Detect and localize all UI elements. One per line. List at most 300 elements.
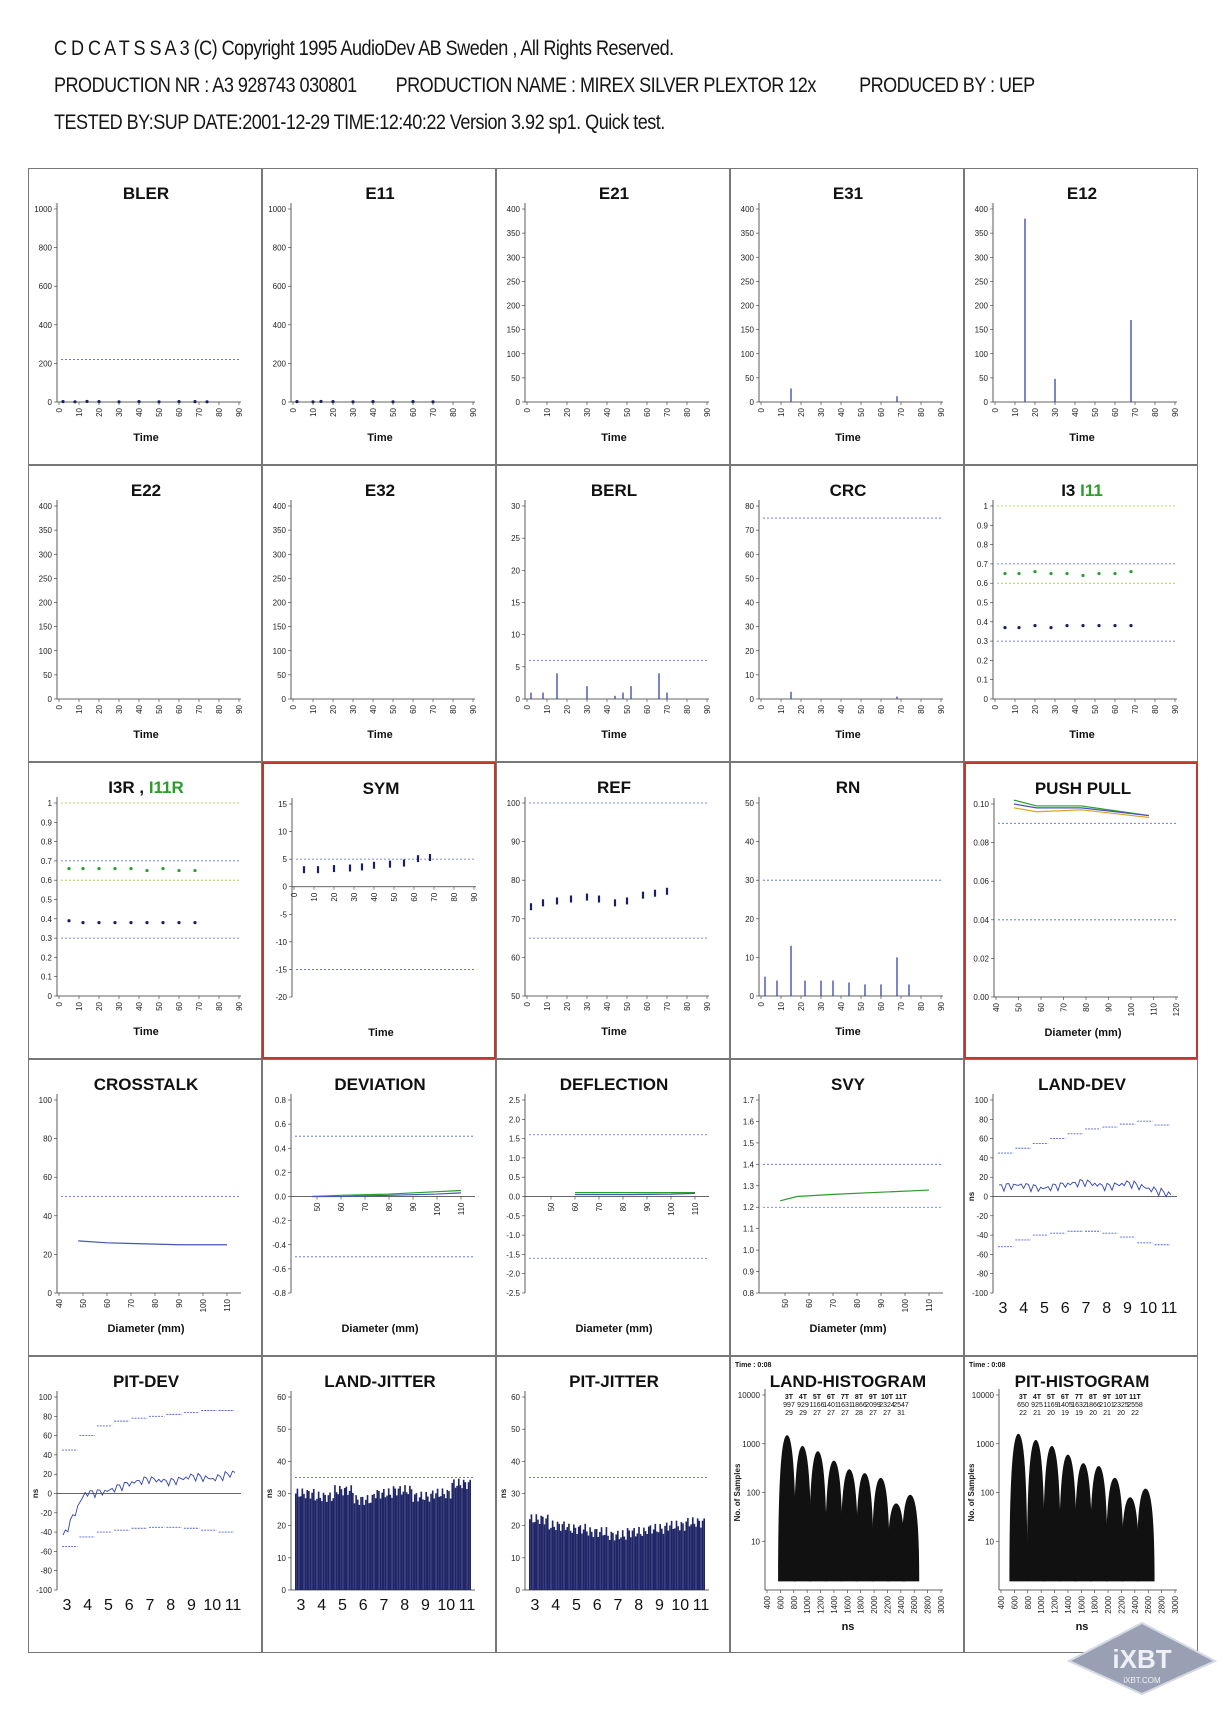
y-tick-label: -20: [976, 1211, 988, 1221]
x-tick-label: 90: [937, 705, 946, 714]
y-tick-label: 10: [511, 1553, 520, 1563]
y-tick-label: 1000: [742, 1439, 760, 1449]
jitter-bar: [640, 1534, 642, 1590]
y-tick-label: 5: [515, 662, 520, 672]
data-point: [117, 400, 120, 403]
chart-svg: [29, 169, 263, 466]
x-tick-label: 20: [563, 705, 572, 714]
chart-title: CROSSTALK: [93, 1075, 199, 1094]
x-tick-label: 70: [1131, 408, 1140, 417]
jitter-bar: [632, 1530, 634, 1590]
y-tick-label: 400: [740, 205, 754, 214]
jitter-bar: [601, 1527, 603, 1590]
x-tick-label: 2200: [1117, 1596, 1127, 1614]
jitter-bar: [625, 1540, 627, 1590]
y-tick-label: 100: [746, 1488, 760, 1498]
histogram-peak: [1074, 1463, 1092, 1581]
chart-title: CRC: [829, 481, 867, 500]
jitter-bar: [398, 1489, 400, 1590]
jitter-bar: [328, 1495, 330, 1590]
legend-value-2: 29: [785, 1410, 793, 1417]
x-tick-label: 40: [603, 705, 612, 714]
jitter-bar: [697, 1518, 699, 1590]
jitter-bar: [550, 1528, 552, 1590]
x-axis-label: Time: [835, 729, 861, 741]
jitter-bar: [643, 1528, 645, 1590]
y-tick-label: 50: [43, 670, 52, 680]
x-axis-label: Time: [835, 432, 861, 444]
x-tick-label: 2200: [883, 1596, 893, 1614]
x-tick-label: 90: [703, 705, 712, 714]
x-tick-label: 70: [663, 705, 672, 714]
jitter-bar: [445, 1498, 447, 1590]
legend-value-2: 27: [883, 1410, 891, 1417]
y-tick-label: 20: [43, 1470, 52, 1480]
x-tick-label: 0: [991, 408, 1000, 413]
y-tick-label: 50: [745, 373, 754, 383]
jitter-bar: [442, 1488, 444, 1590]
jitter-bar: [622, 1530, 624, 1590]
y-tick-label: -10: [275, 937, 287, 947]
x-axis-label: ns: [1075, 1621, 1089, 1633]
jitter-bar: [641, 1536, 643, 1590]
chart-panel-bler: [28, 168, 262, 465]
x-tick-label: 6: [592, 1597, 602, 1614]
y-tick-label: 15: [278, 800, 287, 809]
x-tick-label: 70: [430, 892, 439, 902]
jitter-bar: [545, 1518, 547, 1590]
legend-label: 10T: [1114, 1394, 1128, 1401]
y-tick-label: 0: [47, 398, 52, 407]
y-tick-label: 0.08: [973, 838, 989, 848]
chart-svg: [497, 1060, 731, 1357]
jitter-bar: [671, 1521, 673, 1590]
jitter-bar: [607, 1536, 609, 1590]
x-tick-label: 1000: [803, 1596, 813, 1614]
jitter-bar: [407, 1494, 409, 1590]
x-tick-label: 100: [433, 1202, 442, 1216]
legend-label: 11T: [1129, 1394, 1141, 1401]
jitter-bar: [599, 1532, 601, 1590]
y-tick-label: 250: [740, 277, 754, 287]
x-tick-label: 30: [1051, 705, 1060, 714]
jitter-bar: [668, 1531, 670, 1590]
jitter-bar: [337, 1494, 339, 1590]
x-axis-label: Time: [601, 729, 627, 741]
x-tick-label: 0: [55, 408, 64, 413]
jitter-bar: [648, 1527, 650, 1590]
y-tick-label: -0.4: [272, 1240, 286, 1250]
x-tick-label: 80: [151, 1299, 160, 1308]
chart-svg: [263, 169, 497, 466]
legend-label: 9T: [1102, 1394, 1112, 1401]
chart-svg: [731, 763, 965, 1060]
data-point: [81, 921, 84, 924]
jitter-bar: [316, 1499, 318, 1590]
x-tick-label: 1800: [1090, 1596, 1100, 1614]
y-tick-label: 100: [740, 349, 754, 359]
legend-label: 10T: [880, 1394, 894, 1401]
x-tick-label: 10: [437, 1597, 456, 1614]
x-tick-label: 30: [115, 408, 124, 417]
x-tick-label: 110: [925, 1299, 934, 1312]
data-point: [1097, 572, 1100, 575]
x-tick-label: 60: [643, 1002, 652, 1011]
jitter-bar: [584, 1524, 586, 1590]
legend-label: 5T: [1046, 1394, 1056, 1401]
production-line: [54, 67, 1043, 104]
histogram-peak: [793, 1446, 811, 1581]
y-tick-label: 0.5: [40, 895, 52, 905]
x-tick-label: 9: [187, 1597, 196, 1614]
y-tick-label: 1.4: [742, 1160, 754, 1170]
x-tick-label: 60: [805, 1299, 814, 1308]
x-tick-label: 2400: [1130, 1596, 1140, 1614]
jitter-bar: [298, 1497, 300, 1590]
legend-value: 1866: [1085, 1402, 1101, 1409]
y-tick-label: 0: [47, 992, 52, 1001]
series-line: [575, 1193, 695, 1194]
jitter-bar: [437, 1489, 439, 1590]
x-tick-label: 30: [583, 1002, 592, 1011]
time-label: Time : 0:08: [735, 1362, 772, 1369]
x-tick-label: 60: [175, 705, 184, 714]
data-point: [113, 867, 116, 870]
jitter-bar: [375, 1498, 377, 1590]
y-tick-label: 10: [278, 827, 287, 837]
jitter-bar: [334, 1485, 336, 1590]
y-tick-label: 2.0: [508, 1115, 520, 1125]
production-name: PRODUCTION NAME : MIREX SILVER PLEXTOR 12x: [395, 74, 816, 97]
chart-panel-landhist: [730, 1356, 964, 1653]
chart-title: PUSH PULL: [1034, 779, 1132, 798]
y-tick-label: 0.00: [973, 993, 989, 1002]
x-tick-label: 0: [290, 892, 299, 898]
x-tick-label: 10: [543, 705, 552, 714]
x-tick-label: 90: [235, 705, 244, 714]
y-tick-label: 200: [272, 598, 286, 608]
jitter-bar: [448, 1491, 450, 1590]
x-tick-label: 1600: [843, 1596, 853, 1614]
data-point: [73, 400, 76, 403]
legend-value: 1632: [1071, 1402, 1087, 1409]
y-tick-label: 10: [985, 1537, 994, 1547]
jitter-bar: [464, 1482, 466, 1590]
x-tick-label: 80: [215, 705, 224, 714]
x-tick-label: 800: [789, 1596, 799, 1610]
chart-svg: [965, 1357, 1199, 1654]
x-tick-label: 60: [1037, 1003, 1046, 1012]
y-tick-label: 30: [745, 876, 754, 886]
x-tick-label: 90: [469, 408, 478, 417]
jitter-bar: [329, 1493, 331, 1590]
x-tick-label: 20: [330, 892, 339, 902]
y-tick-label: 100: [506, 799, 520, 808]
y-tick-label: 40: [511, 1457, 520, 1467]
data-point: [431, 400, 434, 403]
copyright-line: C D C A T S S A 3 (C) Copyright 1995 AudioDev AB Sweden , All Rights Reserved.: [54, 37, 674, 60]
y-tick-label: 10: [745, 953, 754, 963]
y-tick-label: 1000: [268, 205, 286, 214]
jitter-bar: [638, 1527, 640, 1590]
chart-panel-sym: [262, 762, 496, 1059]
x-tick-label: 50: [313, 1202, 322, 1212]
x-tick-label: 10: [1011, 408, 1020, 417]
x-tick-label: 60: [337, 1202, 346, 1212]
x-tick-label: 5: [572, 1597, 581, 1614]
legend-value: 2325: [1113, 1402, 1129, 1409]
x-tick-label: 20: [797, 408, 806, 417]
x-tick-label: 10: [1011, 705, 1020, 714]
jitter-bar: [376, 1490, 378, 1590]
x-tick-label: 50: [389, 705, 398, 714]
data-point: [177, 400, 180, 403]
jitter-bar: [542, 1517, 544, 1590]
y-tick-label: 10000: [737, 1391, 760, 1400]
y-axis-label: No. of Samples: [733, 1463, 742, 1522]
y-tick-label: 0: [749, 695, 754, 704]
jitter-bar: [388, 1488, 390, 1590]
jitter-bar: [354, 1503, 356, 1590]
series-line: [63, 1471, 235, 1535]
x-tick-label: 50: [1014, 1003, 1024, 1012]
jitter-bar: [404, 1485, 406, 1590]
jitter-bar: [321, 1501, 323, 1590]
x-tick-label: 40: [55, 1299, 64, 1308]
y-tick-label: -0.6: [272, 1264, 286, 1274]
jitter-bar: [306, 1490, 308, 1590]
data-point: [129, 867, 132, 870]
x-axis-label: Time: [368, 1027, 394, 1039]
y-tick-label: -60: [976, 1250, 988, 1260]
data-point: [1081, 624, 1084, 627]
x-tick-label: 90: [1171, 408, 1180, 417]
x-tick-label: 60: [877, 705, 886, 714]
jitter-bar: [319, 1498, 321, 1590]
y-tick-label: 0.2: [40, 953, 52, 963]
x-tick-label: 5: [104, 1597, 113, 1614]
y-tick-label: 40: [745, 837, 754, 847]
data-point: [1065, 572, 1068, 575]
histogram-peak: [872, 1478, 890, 1582]
x-tick-label: 80: [215, 408, 224, 417]
y-tick-label: 20: [979, 1173, 988, 1183]
x-tick-label: 10: [777, 408, 786, 417]
y-tick-label: 20: [43, 1250, 52, 1260]
x-tick-label: 90: [937, 408, 946, 417]
jitter-bar: [403, 1492, 405, 1590]
x-tick-label: 70: [663, 1002, 672, 1011]
x-tick-label: 30: [115, 705, 124, 714]
y-tick-label: 1.5: [742, 1138, 754, 1148]
jitter-bar: [532, 1522, 534, 1590]
legend-label: 4T: [1032, 1394, 1042, 1401]
data-point: [1081, 574, 1084, 577]
data-point: [67, 919, 70, 922]
legend-value: 925: [1031, 1402, 1043, 1409]
jitter-bar: [434, 1498, 436, 1590]
histogram-peak: [809, 1451, 827, 1581]
histogram-peak: [1059, 1455, 1077, 1582]
x-axis-label: Time: [835, 1026, 861, 1038]
data-point: [97, 921, 100, 924]
jitter-bar: [695, 1527, 697, 1590]
x-tick-label: 30: [583, 408, 592, 417]
y-tick-label: 0.9: [976, 521, 988, 531]
jitter-bar: [310, 1499, 312, 1590]
x-tick-label: 50: [857, 705, 866, 714]
x-tick-label: 20: [1031, 408, 1040, 417]
legend-value-2: 22: [1131, 1410, 1139, 1417]
jitter-bar: [406, 1492, 408, 1590]
y-tick-label: 80: [511, 876, 520, 886]
x-tick-label: 30: [115, 1002, 124, 1011]
chart-panel-i3i11: [964, 465, 1198, 762]
data-point: [81, 867, 84, 870]
data-point: [1113, 572, 1116, 575]
jitter-bar: [305, 1498, 307, 1590]
histogram-peak: [825, 1461, 843, 1582]
y-tick-label: 0.6: [40, 876, 52, 886]
x-tick-label: 0: [523, 1002, 532, 1007]
x-tick-label: 50: [623, 408, 632, 417]
y-tick-label: 30: [511, 502, 520, 511]
y-tick-label: 250: [38, 574, 52, 584]
jitter-bar: [651, 1534, 653, 1590]
data-point: [1033, 570, 1036, 573]
jitter-bar: [302, 1489, 304, 1590]
chart-svg: [966, 764, 1200, 1061]
x-tick-label: 11: [458, 1597, 476, 1614]
jitter-bar: [331, 1501, 333, 1590]
jitter-bar: [534, 1522, 536, 1590]
chart-svg: [731, 1357, 965, 1654]
y-tick-label: 50: [277, 1425, 286, 1435]
legend-value: 1401: [823, 1402, 839, 1409]
x-tick-label: 10: [777, 1002, 786, 1011]
data-point: [145, 921, 148, 924]
y-axis-label: ns: [967, 1191, 976, 1202]
legend-label: 3T: [1018, 1394, 1028, 1401]
y-tick-label: 60: [43, 1173, 52, 1183]
y-tick-label: 0.4: [976, 617, 988, 627]
x-tick-label: 50: [623, 705, 632, 714]
jitter-bar: [440, 1496, 442, 1590]
data-point: [193, 400, 196, 403]
y-tick-label: 250: [974, 277, 988, 287]
x-tick-label: 3: [998, 1300, 1008, 1317]
y-tick-label: 350: [506, 229, 520, 239]
jitter-bar: [594, 1529, 596, 1590]
chart-svg: [29, 1060, 263, 1357]
x-tick-label: 50: [623, 1002, 632, 1011]
x-tick-label: 40: [837, 705, 846, 714]
jitter-bar: [588, 1535, 590, 1590]
x-axis-label: Time: [367, 729, 393, 741]
y-tick-label: 0: [281, 398, 286, 407]
x-tick-label: 11: [692, 1597, 710, 1614]
y-tick-label: 0.8: [40, 837, 52, 847]
legend-label: 5T: [812, 1394, 822, 1401]
chart-panel-e32: [262, 465, 496, 762]
chart-panel-rn: [730, 762, 964, 1059]
y-tick-label: 0: [983, 398, 988, 407]
chart-svg: [263, 1357, 497, 1654]
chart-grid: [28, 168, 1198, 1656]
x-tick-label: 90: [877, 1299, 886, 1308]
chart-title: RN: [835, 778, 861, 797]
data-point: [1017, 572, 1020, 575]
x-tick-label: 50: [79, 1299, 88, 1308]
x-axis-label: ns: [841, 1621, 855, 1633]
chart-title: I3R , I11R: [108, 778, 184, 797]
y-tick-label: 20: [277, 1521, 286, 1531]
jitter-bar: [568, 1524, 570, 1590]
ixbt-logo: [1067, 1621, 1217, 1696]
y-tick-label: 80: [43, 1412, 52, 1422]
y-tick-label: 1.6: [742, 1117, 754, 1127]
y-tick-label: -40: [976, 1231, 988, 1241]
y-tick-label: 300: [38, 550, 52, 560]
data-point: [1049, 626, 1052, 629]
chart-title: E32: [364, 481, 396, 500]
data-point: [157, 400, 160, 403]
y-tick-label: 100: [38, 646, 52, 656]
jitter-bar: [536, 1514, 538, 1590]
legend-value-2: 20: [1117, 1410, 1125, 1417]
x-axis-label: Time: [1069, 432, 1095, 444]
y-tick-label: -1.0: [506, 1231, 520, 1241]
jitter-bar: [417, 1501, 419, 1590]
jitter-bar: [549, 1529, 551, 1590]
x-tick-label: 40: [837, 408, 846, 417]
y-tick-label: 80: [745, 502, 754, 511]
histogram-peak: [1106, 1478, 1124, 1582]
jitter-bar: [557, 1522, 559, 1590]
y-tick-label: 0.02: [973, 954, 989, 964]
jitter-bar: [422, 1499, 424, 1590]
jitter-bar: [627, 1528, 629, 1590]
chart-title: DEFLECTION: [559, 1075, 669, 1094]
y-tick-label: 0: [47, 695, 52, 704]
x-tick-label: 30: [817, 705, 826, 714]
y-tick-label: 0.2: [274, 1168, 286, 1178]
x-tick-label: 7: [1081, 1300, 1091, 1317]
legend-label: 8T: [1088, 1394, 1098, 1401]
chart-title: BERL: [590, 481, 638, 500]
y-tick-label: 1: [47, 799, 52, 808]
jitter-bar: [612, 1533, 614, 1590]
jitter-bar: [342, 1495, 344, 1590]
jitter-bar: [438, 1497, 440, 1590]
series-line: [78, 1241, 227, 1245]
jitter-bar: [637, 1533, 639, 1590]
jitter-bar: [385, 1497, 387, 1590]
y-tick-label: 2.5: [508, 1096, 520, 1105]
x-tick-label: 50: [1091, 408, 1100, 417]
x-tick-label: 40: [603, 1002, 612, 1011]
x-tick-label: 600: [776, 1596, 786, 1610]
y-tick-label: 20: [745, 914, 754, 924]
x-tick-label: 0: [55, 1002, 64, 1007]
y-tick-label: 200: [272, 359, 286, 369]
chart-svg: [965, 169, 1199, 466]
chart-title: LAND-HISTOGRAM: [769, 1372, 927, 1391]
data-point: [1129, 624, 1132, 627]
jitter-bar: [359, 1505, 361, 1590]
jitter-bar: [409, 1486, 411, 1590]
jitter-bar: [596, 1529, 598, 1590]
